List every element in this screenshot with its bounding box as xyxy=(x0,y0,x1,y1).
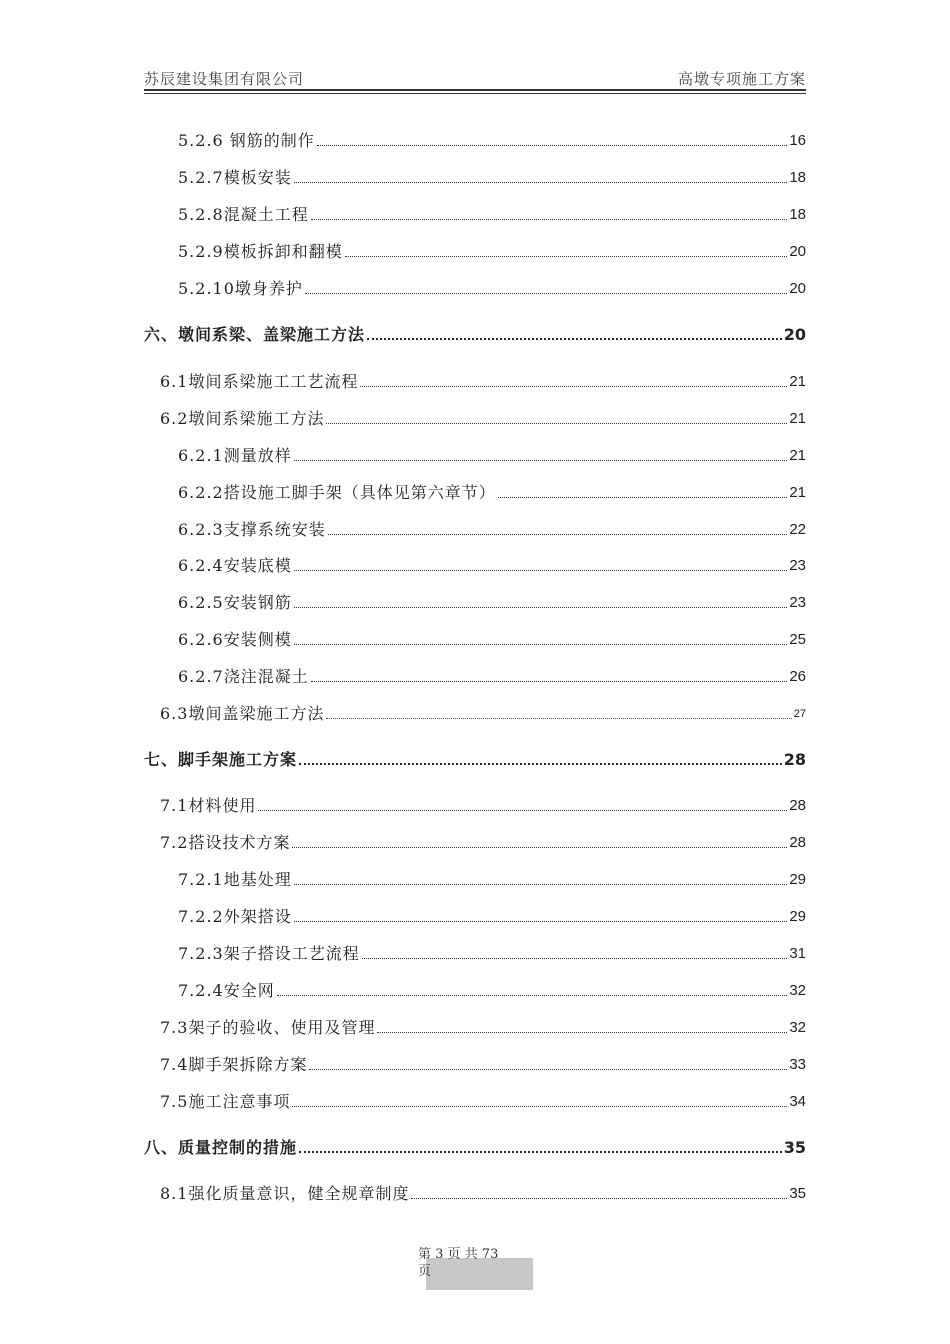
toc-entry[interactable]: 5.2.8混凝土工程 18 xyxy=(178,205,806,224)
toc-entry[interactable]: 6.2.6安装侧模 25 xyxy=(178,630,806,649)
page-footer xyxy=(418,1246,533,1290)
header-rule xyxy=(144,89,806,91)
page-number: 第 3 页 共 73 页 xyxy=(418,1247,499,1279)
toc-entry[interactable]: 7.2.3架子搭设工艺流程 31 xyxy=(178,944,806,963)
company-name: 苏辰建设集团有限公司 xyxy=(144,70,305,88)
toc-entry[interactable]: 5.2.10墩身养护 20 xyxy=(178,279,806,298)
toc-entry[interactable]: 6.2.3支撑系统安装 22 xyxy=(178,520,806,539)
toc-entry[interactable]: 6.2.7浇注混凝土 26 xyxy=(178,667,806,686)
toc-entry[interactable]: 7.2.1地基处理 29 xyxy=(178,870,806,889)
document-title: 高墩专项施工方案 xyxy=(677,70,806,88)
toc-entry[interactable]: 7.5施工注意事项 34 xyxy=(160,1092,806,1111)
toc-entry[interactable]: 6.1墩间系梁施工工艺流程 21 xyxy=(160,372,806,391)
toc-entry[interactable]: 6.2墩间系梁施工方法 21 xyxy=(160,409,806,428)
toc-entry[interactable]: 6.3墩间盖梁施工方法 27 xyxy=(160,704,806,723)
toc-entry[interactable]: 8.1强化质量意识，健全规章制度 35 xyxy=(160,1184,806,1203)
toc-entry[interactable]: 7.2搭设技术方案 28 xyxy=(160,833,806,852)
toc-entry[interactable]: 6.2.5安装钢筋 23 xyxy=(178,593,806,612)
toc-entry[interactable]: 5.2.6 钢筋的制作 16 xyxy=(178,131,806,150)
toc-chapter[interactable]: 六、墩间系梁、盖梁施工方法 20 xyxy=(144,325,806,344)
toc-entry[interactable]: 6.2.4安装底模 23 xyxy=(178,556,806,575)
toc-chapter[interactable]: 八、质量控制的措施 35 xyxy=(144,1138,806,1157)
header-rule-thin xyxy=(144,93,806,94)
toc-entry[interactable]: 5.2.7模板安装 18 xyxy=(178,168,806,187)
toc-entry[interactable]: 7.2.4安全网 32 xyxy=(178,981,806,1000)
toc-chapter[interactable]: 七、脚手架施工方案 28 xyxy=(144,750,806,769)
toc-entry[interactable]: 5.2.9模板拆卸和翻模 20 xyxy=(178,242,806,261)
toc-entry[interactable]: 6.2.1测量放样 21 xyxy=(178,446,806,465)
toc-entry[interactable]: 6.2.2搭设施工脚手架（具体见第六章节） 21 xyxy=(178,483,806,502)
toc-entry[interactable]: 7.4脚手架拆除方案 33 xyxy=(160,1055,806,1074)
toc-entry[interactable]: 7.1材料使用 28 xyxy=(160,796,806,815)
toc-entry[interactable]: 7.3架子的验收、使用及管理 32 xyxy=(160,1018,806,1037)
page-header xyxy=(144,64,806,92)
toc-entry[interactable]: 7.2.2外架搭设 29 xyxy=(178,907,806,926)
